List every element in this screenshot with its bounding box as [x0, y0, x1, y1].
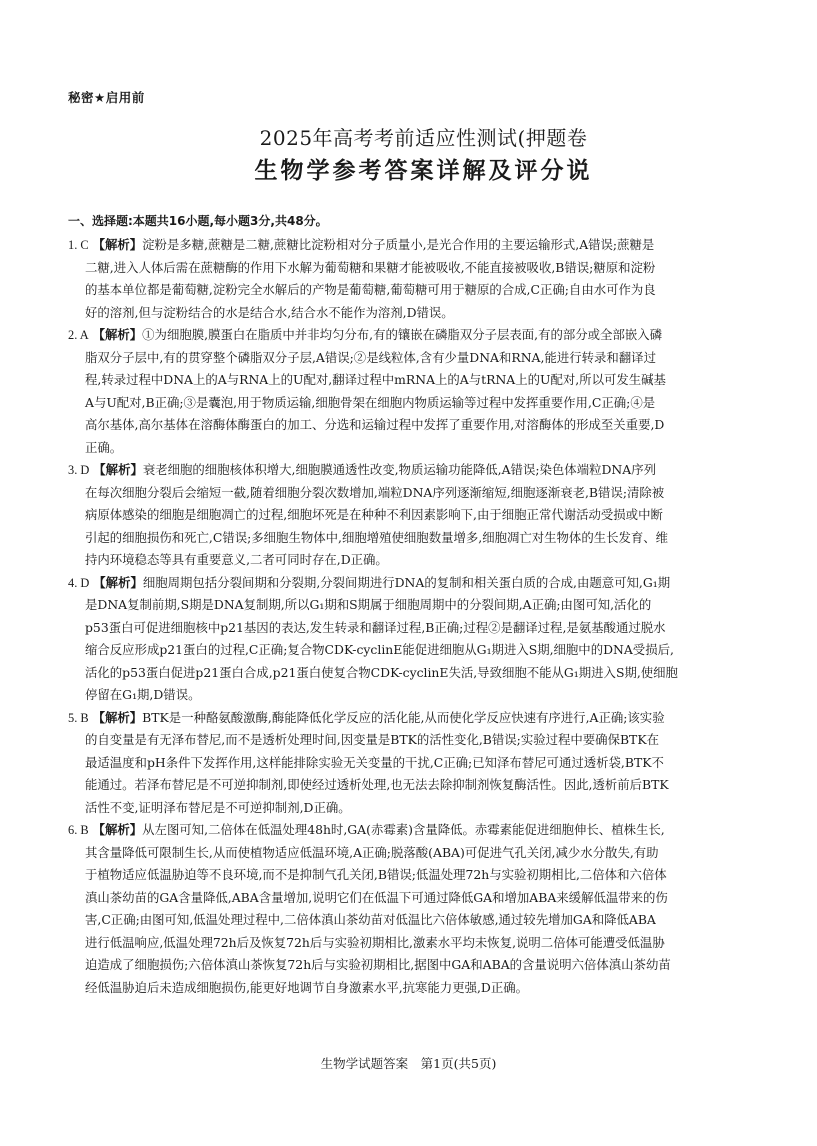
answer-line [68, 527, 754, 550]
document-title: 生物学参考答案详解及评分说 [254, 158, 593, 184]
answer-line [68, 459, 754, 482]
answer-text: 进行低温响应,低温处理72h后及恢复72h后与实验初期相比,激素水平均未恢复,说明二倍体可能遭受低温胁 [85, 934, 665, 950]
answer-line [68, 842, 754, 865]
answer-text: 缩合反应形成p21蛋白的过程,C正确;复合物CDK-cyclinE能促进细胞从G₁期进入S期,细胞中的DNA受损后, [85, 642, 674, 657]
answer-text: p53蛋白可促进细胞核中p21基因的表达,发生转录和翻译过程,B正确;过程②是翻译过程,是氨基酸通过脱水 [85, 619, 666, 635]
answer-line [68, 887, 754, 910]
answer-text: ①为细胞膜,膜蛋白在脂质中并非均匀分布,有的镶嵌在磷脂双分子层表面,有的部分或全部嵌入磷 [142, 327, 663, 342]
answer-line [68, 684, 754, 707]
section-heading: 一、选择题:本题共16小题,每小题3分,共48分。 [68, 214, 328, 228]
answer-text: 淀粉是多糖,蔗糖是二糖,蔗糖比淀粉相对分子质量小,是光合作用的主要运输形式,A错误;蔗糖是 [142, 237, 655, 252]
answer-item [68, 819, 754, 999]
answer-item [68, 324, 754, 459]
answer-text: 病原体感染的细胞是细胞凋亡的过程,细胞坏死是在种种不利因素影响下,由于细胞正常代谢活动受损或中断 [85, 507, 663, 522]
answer-line [68, 482, 754, 505]
answer-line [68, 932, 754, 955]
answer-line [68, 392, 754, 415]
analysis-tag: 【解析】 [92, 237, 143, 252]
answer-number: 5. B [68, 710, 89, 725]
analysis-tag: 【解析】 [93, 462, 143, 477]
answer-line [68, 504, 754, 527]
answer-line [68, 594, 754, 617]
answer-number: 2. A [68, 328, 89, 342]
answer-number: 3. D [68, 463, 90, 477]
answer-text: 滇山茶幼苗的GA含量降低,ABA含量增加,说明它们在低温下可通过降低GA和增加ABA来缓解低温带来的伤 [85, 889, 668, 905]
answer-line [68, 639, 754, 662]
answer-text: 是DNA复制前期,S期是DNA复制期,所以G₁期和S期属于细胞周期中的分裂间期,A正确;由图可知,活化的 [85, 597, 652, 612]
answer-text: 细胞周期包括分裂间期和分裂期,分裂间期进行DNA的复制和相关蛋白质的合成,由题意可知,G₁期 [142, 574, 671, 590]
analysis-tag: 【解析】 [92, 709, 143, 725]
answer-item [68, 459, 754, 572]
answer-text: 的基本单位都是葡萄糖,淀粉完全水解后的产物是葡萄糖,葡萄糖可用于糖原的合成,C正确;自由水可作为良 [85, 282, 656, 297]
answer-text: 正确。 [85, 439, 123, 455]
answer-item [68, 234, 754, 324]
answer-number: 6. B [68, 823, 89, 837]
answer-line [68, 572, 754, 595]
answer-text: 害,C正确;由图可知,低温处理过程中,二倍体滇山茶幼苗对低温比六倍体敏感,通过较先增加GA和降低ABA [85, 912, 656, 927]
answer-text: 经低温胁迫后未造成细胞损伤,能更好地调节自身激素水平,抗寒能力更强,D正确。 [85, 979, 529, 995]
answer-number: 1. C [68, 238, 89, 252]
answer-text: 衰老细胞的细胞核体积增大,细胞膜通透性改变,物质运输功能降低,A错误;染色体端粒DNA序列 [142, 462, 656, 477]
answer-text: 迫造成了细胞损伤;六倍体滇山茶恢复72h后与实验初期相比,据图中GA和ABA的含量说明六倍体滇山茶幼苗 [85, 957, 671, 972]
answer-text: 最适温度和pH条件下发挥作用,这样能排除实验无关变量的干扰,C正确;已知泽布替尼可通过透析袋,BTK不 [85, 754, 664, 770]
answer-text: 能通过。若泽布替尼是不可逆抑制剂,即使经过透析处理,也无法去除抑制剂恢复酶活性。因此,透析前后BTK [85, 777, 669, 792]
answer-line [68, 617, 754, 640]
answer-line [68, 234, 754, 257]
answer-text: 活性不变,证明泽布替尼是不可逆抑制剂,D正确。 [85, 799, 351, 815]
answer-line [68, 954, 754, 977]
answer-number: 4. D [68, 575, 90, 590]
analysis-tag: 【解析】 [93, 574, 143, 590]
answer-list [68, 234, 754, 999]
confidential-label: 秘密★启用前 [68, 90, 145, 105]
answer-text: 停留在G₁期,D错误。 [85, 687, 201, 702]
answer-line [68, 707, 754, 730]
answer-line [68, 752, 754, 775]
answer-text: 在每次细胞分裂后会缩短一截,随着细胞分裂次数增加,端粒DNA序列逐渐缩短,细胞逐渐衰老,B错误;清除被 [85, 484, 665, 500]
answer-text: 二糖,进入人体后需在蔗糖酶的作用下水解为葡萄糖和果糖才能被吸收,不能直接被吸收,B错误;糖原和淀粉 [85, 259, 656, 275]
answer-line [68, 302, 754, 325]
answer-text: 于植物适应低温胁迫等不良环境,而不是抑制气孔关闭,B错误;低温处理72h与实验初期相比,二倍体和六倍体 [85, 867, 667, 882]
answer-text: 的自变量是有无泽布替尼,而不是透析处理时间,因变量是BTK的活性变化,B错误;实验过程中要确保BTK在 [85, 732, 659, 747]
answer-text: A与U配对,B正确;③是囊泡,用于物质运输,细胞骨架在细胞内物质运输等过程中发挥重要作用,C正确;④是 [85, 394, 656, 410]
answer-text: 高尔基体,高尔基体在溶酶体酶蛋白的加工、分选和运输过程中发挥了重要作用,对溶酶体的形成至关重要,D [85, 417, 665, 432]
answer-text: 从左图可知,二倍体在低温处理48h时,GA(赤霉素)含量降低。赤霉素能促进细胞伸长、植株生长, [142, 822, 665, 837]
answer-line [68, 797, 754, 820]
answer-line [68, 774, 754, 797]
answer-line [68, 662, 754, 685]
answer-line [68, 279, 754, 302]
answer-text: 活化的p53蛋白促进p21蛋白合成,p21蛋白使复合物CDK-cyclinE失活,导致细胞不能从G₁期进入S期,使细胞 [85, 664, 678, 680]
answer-text: 持内环境稳态等具有重要意义,二者可同时存在,D正确。 [85, 552, 388, 567]
exam-title: 2025年高考考前适应性测试(押题卷 [259, 126, 588, 150]
answer-line [68, 369, 754, 392]
analysis-tag: 【解析】 [92, 327, 143, 342]
answer-line [68, 414, 754, 437]
answer-line [68, 729, 754, 752]
answer-line [68, 347, 754, 370]
answer-line [68, 864, 754, 887]
answer-line [68, 437, 754, 460]
answer-line [68, 257, 754, 280]
answer-text: BTK是一种酪氨酸激酶,酶能降低化学反应的活化能,从而使化学反应快速有序进行,A正确;该实验 [142, 709, 665, 725]
answer-text: 程,转录过程中DNA上的A与RNA上的U配对,翻译过程中mRNA上的A与tRNA上的U配对,所以可发生碱基 [85, 372, 666, 387]
answer-text: 脂双分子层中,有的贯穿整个磷脂双分子层,A错误;②是线粒体,含有少量DNA和RNA,能进行转录和翻译过 [85, 349, 656, 365]
answer-item [68, 572, 754, 707]
answer-line [68, 324, 754, 347]
page-footer: 生物学试题答案 第1页(共5页) [320, 1056, 497, 1071]
answer-text: 好的溶剂,但与淀粉结合的水是结合水,结合水不能作为溶剂,D错误。 [85, 304, 454, 320]
answer-line [68, 549, 754, 572]
answer-text: 引起的细胞损伤和死亡,C错误;多细胞生物体中,细胞增殖使细胞数量增多,细胞凋亡对生物体的生长发育、维 [85, 529, 669, 545]
answer-line [68, 977, 754, 1000]
answer-item [68, 707, 754, 820]
answer-line [68, 909, 754, 932]
answer-text: 其含量降低可限制生长,从而使植物适应低温环境,A正确;脱落酸(ABA)可促进气孔关闭,减少水分散失,有助 [85, 844, 659, 860]
answer-line [68, 819, 754, 842]
analysis-tag: 【解析】 [92, 822, 143, 837]
